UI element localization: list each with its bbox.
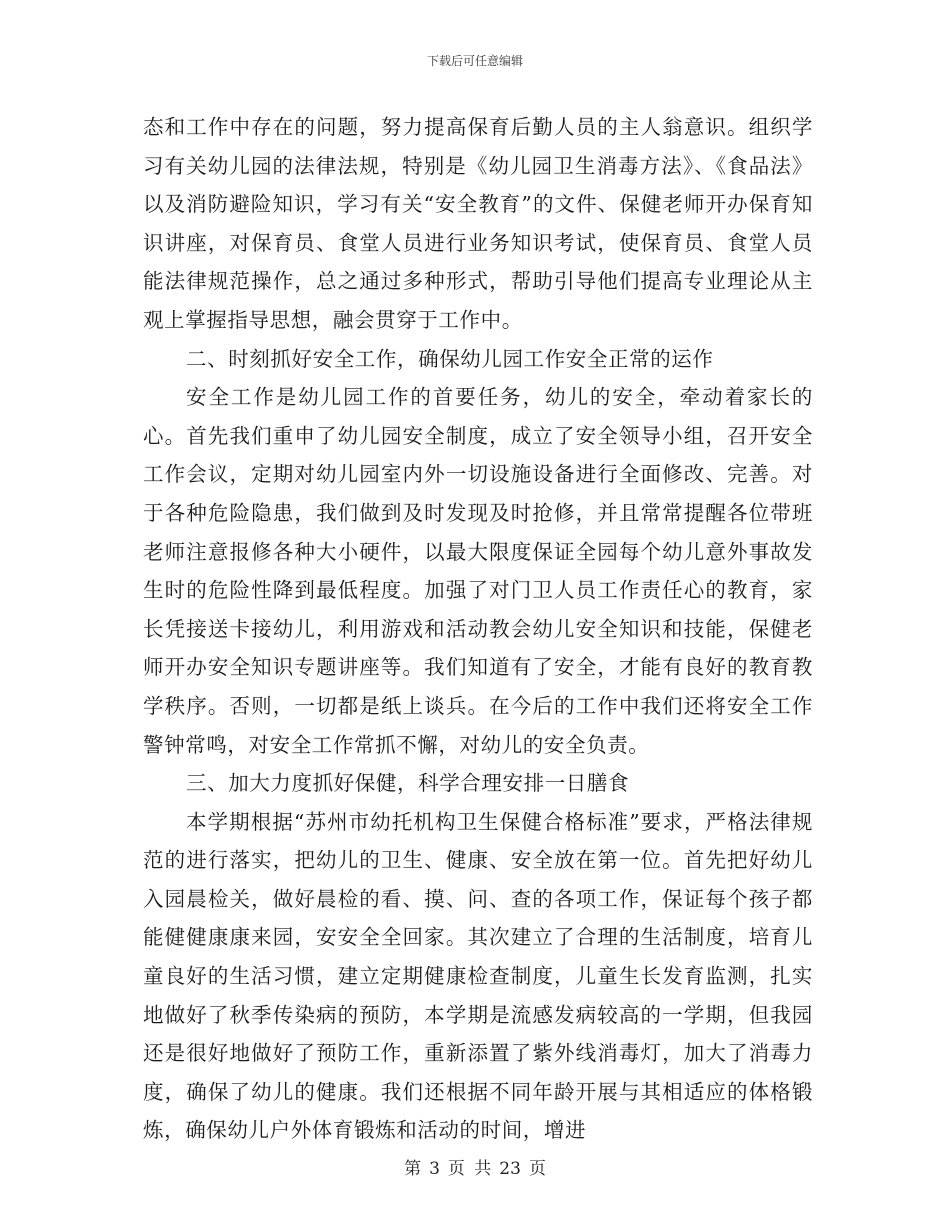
document-body xyxy=(143,108,813,1150)
footer-page-number: 3 xyxy=(429,1159,440,1179)
paragraph-health: 本学期根据“苏州市幼托机构卫生保健合格标准”要求，严格法律规范的进行落实，把幼儿的卫生、健康、安全放在第一位。首先把好幼儿入园晨检关，做好晨检的看、摸、问、查的各项工作，保证每个孩子都能健健康康来园，安安全全回家。其次建立了合理的生活制度，培育儿童良好的生活习惯，建立定期健康检查制度，儿童生长发育监测，扎实地做好了秋季传染病的预防，本学期是流感发病较高的一学期，但我园还是很好地做好了预防工作，重新添置了紫外线消毒灯，加大了消毒力度，确保了幼儿的健康。我们还根据不同年龄开展与其相适应的体格锻炼，确保幼儿户外体育锻炼和活动的时间，增进 xyxy=(143,809,813,1143)
footer-prefix: 第 xyxy=(404,1159,422,1179)
footer-suffix: 页 xyxy=(528,1159,546,1179)
footer-total-pages: 23 xyxy=(499,1159,521,1179)
section-heading-3: 三、加大力度抓好保健，科学合理安排一日膳食 xyxy=(186,771,630,796)
footer-middle: 页 共 xyxy=(447,1159,492,1179)
page-number-footer xyxy=(0,1154,950,1179)
paragraph-continuation: 态和工作中存在的问题，努力提高保育后勤人员的主人翁意识。组织学习有关幼儿园的法律法规，特别是《幼儿园卫生消毒方法》、《食品法》以及消防避险知识，学习有关“安全教育”的文件、保健老师开办保育知识讲座，对保育员、食堂人员进行业务知识考试，使保育员、食堂人员能法律规范操作，总之通过多种形式，帮助引导他们提高专业理论从主观上掌握指导思想，融会贯穿于工作中。 xyxy=(143,115,813,332)
section-heading-2: 二、时刻抓好安全工作，确保幼儿园工作安全正常的运作 xyxy=(186,346,714,371)
paragraph-safety: 安全工作是幼儿园工作的首要任务，幼儿的安全，牵动着家长的心。首先我们重申了幼儿园安全制度，成立了安全领导小组，召开安全工作会议，定期对幼儿园室内外一切设施设备进行全面修改、完善。对于各种危险隐患，我们做到及时发现及时抢修，并且常常提醒各位带班老师注意报修各种大小硬件，以最大限度保证全园每个幼儿意外事故发生时的危险性降到最低程度。加强了对门卫人员工作责任心的教育，家长凭接送卡接幼儿，利用游戏和活动教会幼儿安全知识和技能，保健老师开办安全知识专题讲座等。我们知道有了安全，才能有良好的教育教学秩序。否则，一切都是纸上谈兵。在今后的工作中我们还将安全工作警钟常鸣，对安全工作常抓不懈，对幼儿的安全负责。 xyxy=(143,385,813,757)
page-header-note: 下载后可任意编辑 xyxy=(426,54,523,68)
